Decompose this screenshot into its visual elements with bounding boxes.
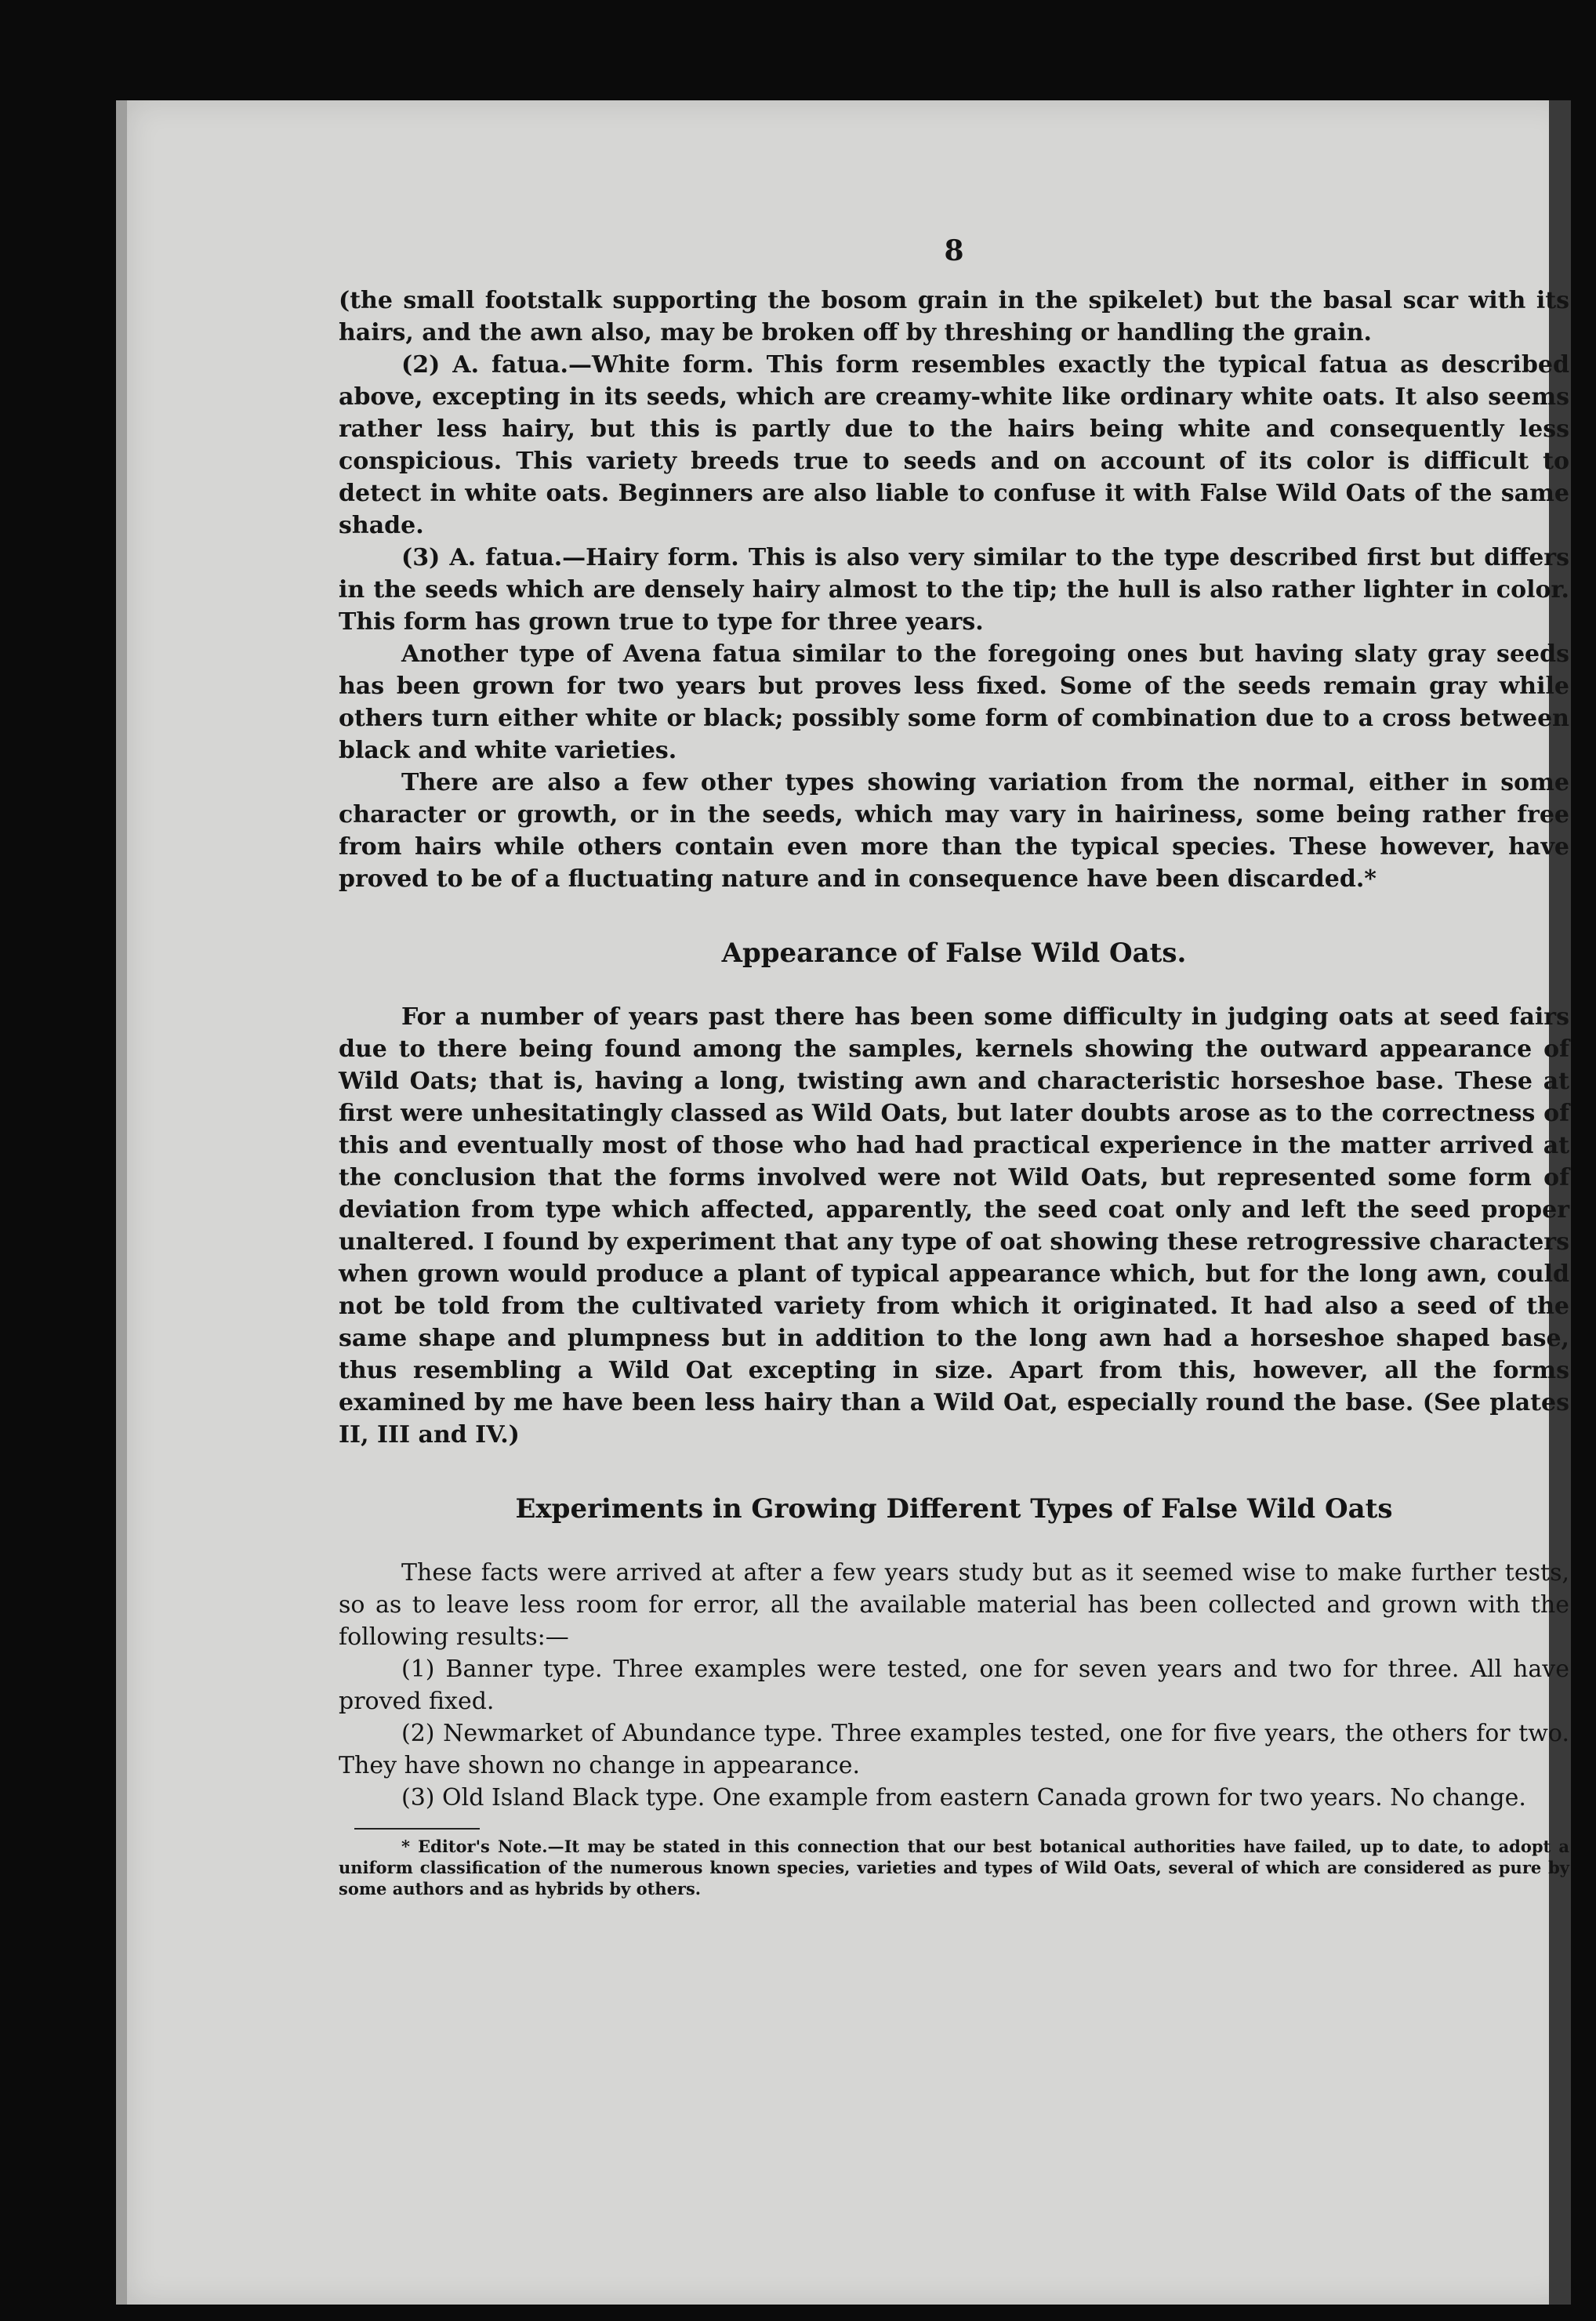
paragraph: (3) A. fatua.—Hairy form. This is also very similar to the type described first but differs in the seeds which are densely hairy almost to the tip; the hull is also rather lighter in color. This form has grown true to type for three years. <box>339 544 1569 636</box>
paragraph: (1) Banner type. Three examples were tested, one for seven years and two for three. All have proved fixed. <box>339 1656 1569 1715</box>
paragraph: (the small footstalk supporting the bosom grain in the spikelet) but the basal scar with its hairs, and the awn also, may be broken off by threshing or handling the grain. <box>339 287 1569 346</box>
paragraph: There are also a few other types showing variation from the normal, either in some character or growth, or in the seeds, which may vary in hairiness, some being rather free from hairs while others contain even more than the typical species. These however, have proved to be of a fluctuating nature and in consequence have been discarded.* <box>339 769 1569 893</box>
section-body <box>339 1557 1569 1814</box>
paragraph: For a number of years past there has been some difficulty in judging oats at seed fairs due to there being found among the samples, kernels showing the outward appearance of Wild Oats; that is, having a long, twisting awn and characteristic horseshoe base. These at first were unhesitatingly classed as Wild Oats, but later doubts arose as to the correctness of this and eventually most of those who had had practical experience in the matter arrived at the conclusion that the forms involved were not Wild Oats, but represented some form of deviation from type which affected, apparently, the seed coat only and left the seed proper unaltered. I found by experiment that any type of oat showing these retrogressive characters when grown would produce a plant of typical appearance which, but for the long awn, could not be told from the cultivated variety from which it originated. It had also a seed of the same shape and plumpness but in addition to the long awn had a horseshoe shaped base, thus resembling a Wild Oat excepting in size. Apart from this, however, all the forms examined by me have been less hairy than a Wild Oat, especially round the base. (See plates II, III and IV.) <box>339 1003 1569 1449</box>
paragraph: (2) Newmarket of Abundance type. Three examples tested, one for five years, the others for two. They have shown no change in appearance. <box>339 1720 1569 1779</box>
page-number: 8 <box>944 234 964 267</box>
paragraph: (2) A. fatua.—White form. This form resembles exactly the typical fatua as described above, excepting in its seeds, which are creamy-white like ordinary white oats. It also seems rather less hairy, but this is partly due to the hairs being white and consequently less conspicious. This variety breeds true to seeds and on account of its color is difficult to detect in white oats. Beginners are also liable to confuse it with False Wild Oats of the same shade. <box>339 351 1569 539</box>
paragraph: (3) Old Island Black type. One example from eastern Canada grown for two years. No change. <box>401 1784 1526 1811</box>
footnote-rule <box>354 1828 480 1830</box>
paragraph: These facts were arrived at after a few years study but as it seemed wise to make further tests, so as to leave less room for error, all the available material has been collected and grown with the following results:— <box>339 1559 1569 1651</box>
section-heading: Experiments in Growing Different Types of False Wild Oats <box>515 1493 1393 1525</box>
page-content <box>339 235 1569 1899</box>
document-page <box>116 100 1571 2305</box>
paragraph: Another type of Avena fatua similar to the foregoing ones but having slaty gray seeds has been grown for two years but proves less fixed. Some of the seeds remain gray while others turn either white or black; possibly some form of combination due to a cross between black and white varieties. <box>339 640 1569 764</box>
footnote: * Editor's Note.—It may be stated in this connection that our best botanical authorities have failed, up to date, to adopt a uniform classification of the numerous known species, varieties and types of Wild Oats, several of which are considered as pure by some authors and as hybrids by others. <box>339 1837 1569 1899</box>
section-heading: Appearance of False Wild Oats. <box>721 937 1187 969</box>
